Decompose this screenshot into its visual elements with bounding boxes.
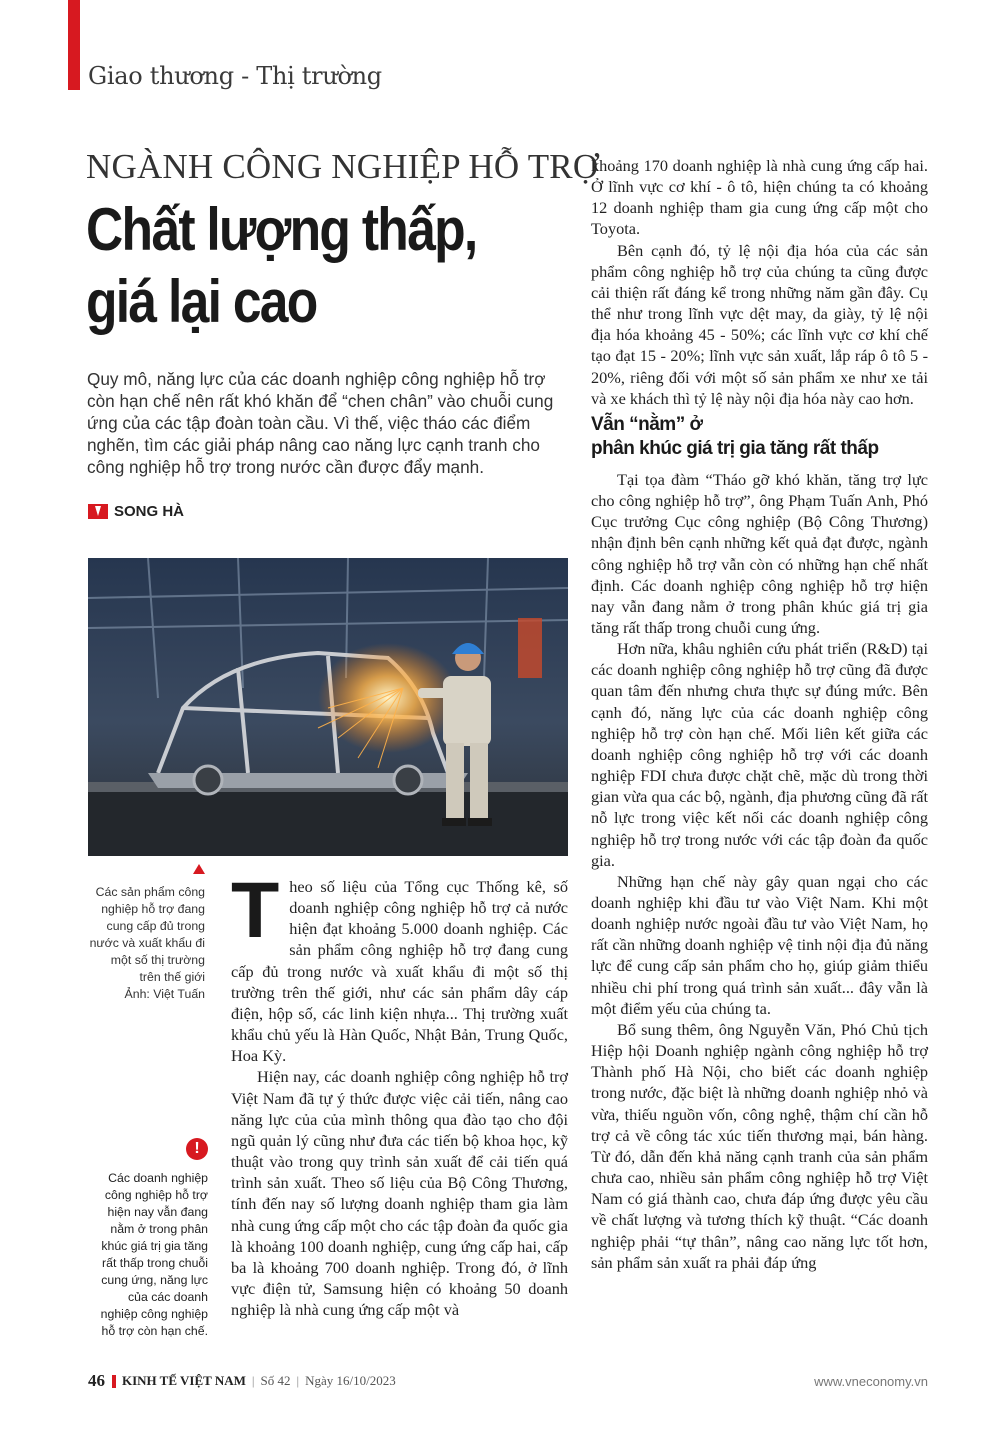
byline — [88, 503, 184, 520]
body-column-middle — [231, 865, 568, 1320]
paragraph: khoảng 170 doanh nghiệp là nhà cung ứng cấp hai. Ở lĩnh vực cơ khí - ô tô, hiện chúng ta có khoảng 12 doanh nghiệp tham gia cung ứng cấp một cho Toyota. — [591, 156, 928, 239]
factory-photo-illustration — [88, 558, 568, 856]
headline-line-1: Chất lượng thấp, — [86, 196, 477, 263]
section-accent-bar — [68, 0, 80, 90]
paragraph: Hơn nữa, khâu nghiên cứu phát triển (R&D) tại các doanh nghiệp công nghiệp hỗ trợ cũng đã được quan tâm đến nhưng chưa thực sự đúng mức. Bên cạnh đó, năng lực của các doanh nghiệp công nghiệp hỗ trợ còn hạn chế. Mối liên kết giữa các doanh nghiệp công nghiệp hỗ trợ với các doanh nghiệp FDI chưa được chặt chẽ, mặc dù trong thời gian vừa qua các bộ, ngành, địa phương cũng đã rất nỗ lực trong việc kết nối các doanh nghiệp công nghiệp hỗ trợ trong nước với các tập đoàn đa quốc gia. — [591, 639, 928, 870]
author-name: SONG HÀ — [114, 503, 185, 520]
drop-cap: T — [231, 865, 280, 954]
subheading — [591, 413, 928, 461]
headline-line-2: giá lại cao — [86, 268, 317, 335]
page-footer — [88, 1371, 928, 1391]
paragraph: Bổ sung thêm, ông Nguyễn Văn, Phó Chủ tịch Hiệp hội Doanh nghiệp ngành công nghiệp hỗ trợ Thành phố Hà Nội, cho biết các doanh nghiệp trong nước, đặc biệt là những doanh nghiệp nhỏ và vừa, thiếu nguồn vốn, công nghệ, thậm chí cần hỗ trợ cả về công tác xúc tiến thương mại, bán hàng. Từ đó, dẫn đến khả năng cạnh tranh của sản phẩm chưa cao, nhiều sản phẩm công nghiệp hỗ trợ Việt Nam có giá thành cao, chưa đáp ứng được yêu cầu về chất lượng và tương thích kỹ thuật. “Các doanh nghiệp phải “tự thân”, nâng cao năng lực tốt hơn, sản phẩm sản xuất ra phải đáp ứng — [591, 1019, 928, 1272]
photo-caption — [88, 884, 205, 1003]
website-link[interactable]: www.vneconomy.vn — [814, 1373, 928, 1389]
article-photo — [88, 558, 568, 856]
paragraph: Hiện nay, các doanh nghiệp công nghiệp hỗ trợ Việt Nam đã tự ý thức được việc cải tiến, nâng cao năng lực của của mình thông qua đào tạo cho đội ngũ quản lý cũng như đưa các tiến bộ khoa học, kỹ thuật vào trong quy trình sản xuất để cải tiến quá trình sản xuất. Theo số liệu của Bộ Công Thương, tính đến nay số lượng doanh nghiệp tham gia làm nhà cung ứng cấp một cho các tập đoàn đa quốc gia là khoảng 100 doanh nghiệp, cung ứng cấp hai, cấp ba là khoảng 700 doanh nghiệp. Trong đó, ở lĩnh vực điện tử, Samsung hiện có khoảng 50 doanh nghiệp là nhà cung ứng cấp một và — [231, 1067, 568, 1320]
pen-icon — [88, 504, 108, 519]
exclamation-icon: ! — [186, 1138, 208, 1160]
article-headline — [86, 194, 477, 338]
article-kicker: NGÀNH CÔNG NGHIỆP HỖ TRỢ — [86, 147, 599, 186]
page-number: 46 — [88, 1371, 105, 1390]
magazine-name: KINH TẾ VIỆT NAM — [122, 1373, 246, 1388]
caption-arrow-icon — [193, 864, 205, 874]
issue-number: Số 42 — [260, 1373, 291, 1388]
footer-separator: | — [251, 1373, 255, 1388]
paragraph: Tại tọa đàm “Tháo gỡ khó khăn, tăng trợ lực cho công nghiệp hỗ trợ”, ông Phạm Tuấn Anh, Phó Cục trưởng Cục công nghiệp (Bộ Công Thương) nhận định bên cạnh những kết quả đạt được, ngành công nghiệp hỗ trợ vẫn còn có những hạn chế nhất định. Các doanh nghiệp công nghiệp hỗ trợ hiện nay vẫn đang nằm ở trong phân khúc giá trị gia tăng rất thấp trong chuỗi cung ứng. — [591, 469, 928, 637]
footer-separator: | — [296, 1373, 300, 1388]
paragraph: Bên cạnh đó, tỷ lệ nội địa hóa của các sản phẩm công nghiệp hỗ trợ của chúng ta cũng được cải thiện rất đáng kể trong những năm gần đây. Cụ thể như trong lĩnh vực dệt may, da giày, tỷ lệ nội địa hóa khoảng 45 - 50%; các lĩnh vực cơ khí chế tạo đạt 15 - 20%; lĩnh vực sản xuất, lắp ráp ô tô 5 - 20%, riêng đối với một số sản phẩm xe như xe tải và xe khách thì tỷ lệ này nội địa hóa này cao hơn. — [591, 240, 928, 408]
body-column-right — [591, 155, 928, 1273]
article-lead: Quy mô, năng lực của các doanh nghiệp công nghiệp hỗ trợ còn hạn chế nên rất khó khăn để “chen chân” vào chuỗi cung ứng của các tập đoàn toàn cầu. Vì thế, việc tháo các điểm nghẽn, tìm các giải pháp nâng cao năng lực cạnh tranh cho công nghiệp hỗ trợ trong nước cần được đẩy mạnh. — [87, 369, 554, 477]
paragraph: heo số liệu của Tổng cục Thống kê, số doanh nghiệp công nghiệp hỗ trợ cả nước hiện đạt khoảng 5.000 doanh nghiệp. Các sản phẩm công nghiệp hỗ trợ đang cung cấp đủ trong nước và xuất khẩu đi một số thị trường trên thế giới, như các sản phẩm dây cáp điện, hộp số, các linh kiện nhựa... Thị trường xuất khẩu chủ yếu là Hàn Quốc, Nhật Bản, Trung Quốc, Hoa Kỳ. — [231, 877, 568, 1066]
photo-credit: Ảnh: Việt Tuấn — [124, 987, 205, 1001]
footer-accent-mark — [112, 1375, 116, 1388]
subheading-line-1: Vẫn “nằm” ở — [591, 413, 703, 435]
issue-date: Ngày 16/10/2023 — [305, 1373, 396, 1388]
paragraph: Những hạn chế này gây quan ngại cho các doanh nghiệp khi đầu tư vào Việt Nam. Khi một doanh nghiệp nước ngoài đầu tư vào Việt Nam, họ rất cần những doanh nghiệp vệ tinh nội địa đủ năng lực để cung cấp sản phẩm cho họ, giúp giảm thiểu nhiều chi phí trong quá trình sản xuất... đây vẫn là một điểm yếu của chúng ta. — [591, 871, 928, 1018]
subheading-line-2: phân khúc giá trị gia tăng rất thấp — [591, 437, 879, 459]
pull-quote: Các doanh nghiệp công nghiệp hỗ trợ hiện nay vẫn đang nằm ở trong phân khúc giá trị gia tăng rất thấp trong chuỗi cung ứng, năng lực của các doanh nghiệp công nghiệp hỗ trợ còn hạn chế. — [100, 1171, 208, 1338]
section-title: Giao thương - Thị trường — [88, 62, 382, 90]
caption-text: Các sản phẩm công nghiệp hỗ trợ đang cung cấp đủ trong nước và xuất khẩu đi một số thị trường trên thế giới — [89, 885, 205, 984]
